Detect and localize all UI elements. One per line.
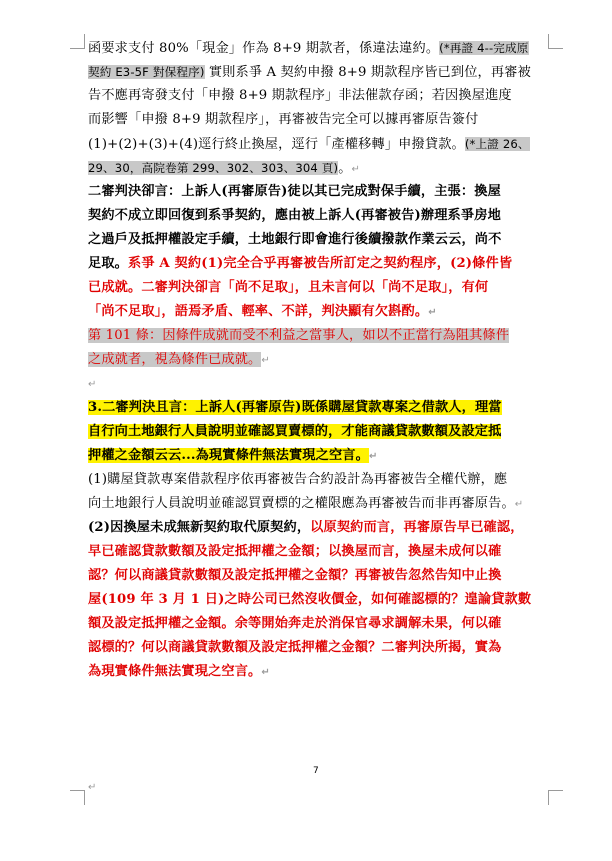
paragraph-mark: ↵ bbox=[261, 667, 270, 678]
text-run: (1)+(2)+(3)+(4)逕行終止換屋，逕行「產權移轉」申撥貸款。 bbox=[88, 137, 465, 152]
page-number: 7 bbox=[313, 766, 319, 776]
text-run-red: 認？何以商議貸款數額及設定抵押權之金額？再審被告忽然告知中止換 bbox=[88, 568, 502, 583]
text-line-22 bbox=[88, 564, 548, 588]
text-line-11 bbox=[88, 276, 548, 300]
margin-corner-bottom-right bbox=[548, 790, 563, 805]
text-line-21 bbox=[88, 540, 548, 564]
margin-corner-top-right bbox=[548, 34, 563, 49]
text-line-5 bbox=[88, 132, 548, 156]
text-run: 足取。 bbox=[88, 256, 129, 271]
text-run: 而影響「申撥 8+9 期款程序」，再審被告完全可以據再審原告簽付 bbox=[88, 112, 479, 127]
empty-line bbox=[88, 372, 548, 396]
paragraph-mark: ↵ bbox=[351, 164, 361, 175]
text-line-1 bbox=[88, 36, 548, 60]
text-line-12 bbox=[88, 300, 548, 324]
evidence-ref: 契約 E3-5F 對保程序) bbox=[88, 65, 205, 79]
text-line-19 bbox=[88, 492, 548, 516]
text-line-23 bbox=[88, 588, 548, 612]
text-line-8 bbox=[88, 204, 548, 228]
text-run: 告不應再寄發支付「申撥 8+9 期款程序」非法催款存函；若因換屋進度 bbox=[88, 88, 512, 103]
evidence-ref: 29、30，高院卷第 299、302、303、304 頁) bbox=[88, 161, 339, 175]
statute-quote: 第 101 條：因條件成就而受不利益之當事人，如以不正當行為阻其條件 bbox=[88, 328, 510, 343]
text-run-red: 以原契約而言，再審原告早已確認， bbox=[310, 520, 524, 535]
text-line-10 bbox=[88, 252, 548, 276]
text-line-15 bbox=[88, 396, 548, 420]
text-line-18 bbox=[88, 468, 548, 492]
text-line-3 bbox=[88, 84, 548, 108]
text-run-red: 額及設定抵押權之金額。余等開始奔走於消保官尋求調解未果，何以確 bbox=[88, 616, 502, 631]
text-line-17 bbox=[88, 444, 548, 468]
paragraph-mark: ↵ bbox=[514, 499, 524, 510]
text-run-red: 屋(109 年 3 月 1 日)之時公司已然沒收價金，如何確認標的？遑論貸款數 bbox=[88, 592, 532, 607]
text-line-25 bbox=[88, 636, 548, 660]
paragraph-mark: ↵ bbox=[368, 451, 378, 462]
text-run-red: 早已確認貸款數額及設定抵押權之金額；以換屋而言，換屋未成何以確 bbox=[88, 544, 502, 559]
text-run-red: 認標的？何以商議貸款數額及設定抵押權之金額？二審判決所揭，實為 bbox=[88, 640, 502, 655]
margin-corner-bottom-left bbox=[70, 790, 85, 805]
paragraph-mark: ↵ bbox=[88, 379, 97, 390]
text-line-6 bbox=[88, 156, 548, 180]
highlighted-run: 押權之金額云云...為現實條件無法實現之空言。 bbox=[88, 448, 369, 463]
text-line-4 bbox=[88, 108, 548, 132]
text-run: (2)因換屋未成無新契約取代原契約， bbox=[88, 520, 311, 535]
paragraph-mark: ↵ bbox=[428, 307, 437, 318]
text-run: 函要求支付 80%「現金」作為 8+9 期款者，係違法違約。 bbox=[88, 41, 440, 56]
text-run: 之過戶及抵押權設定手續，土地銀行即會進行後續撥款作業云云，尚不 bbox=[88, 232, 502, 247]
text-run: 實則系爭 A 契約申撥 8+9 期款程序皆已到位，再審被 bbox=[204, 65, 531, 80]
text-run: 。 bbox=[338, 161, 352, 176]
text-line-26 bbox=[88, 660, 548, 684]
text-run: 契約不成立即回復到系爭契約，應由被上訴人(再審被告)辦理系爭房地 bbox=[88, 208, 501, 223]
text-run: 二審判決卻言：上訴人(再審原告)徒以其已完成對保手續，主張：換屋 bbox=[88, 184, 501, 199]
text-line-14 bbox=[88, 348, 548, 372]
evidence-ref: (*再證 4--完成原 bbox=[439, 41, 529, 55]
text-line-7 bbox=[88, 180, 548, 204]
text-line-2 bbox=[88, 60, 548, 84]
highlighted-run: 3.二審判決且言：上訴人(再審原告)既係購屋貸款專案之借款人，理當 bbox=[88, 400, 502, 415]
paragraph-mark: ↵ bbox=[261, 355, 270, 366]
text-run: (1)購屋貸款專案借款程序依再審被告合約設計為再審被告全權代辦，應 bbox=[88, 472, 508, 487]
text-run: 向土地銀行人員說明並確認買賣標的之權限應為再審被告而非再審原告。 bbox=[88, 496, 515, 511]
text-line-13 bbox=[88, 324, 548, 348]
text-line-9 bbox=[88, 228, 548, 252]
text-run-red: 「尚不足取」，語焉矛盾、輕率、不詳，判決顯有欠斟酌。 bbox=[88, 304, 429, 319]
text-run-red: 系爭 A 契約(1)完全合乎再審被告所訂定之契約程序，(2)條件皆 bbox=[128, 256, 513, 271]
evidence-ref: (*上證 26、 bbox=[464, 137, 530, 151]
text-line-24 bbox=[88, 612, 548, 636]
statute-quote: 之成就者，視為條件已成就。 bbox=[88, 352, 262, 367]
text-run-red: 已成就。二審判決卻言「尚不足取」，且未言何以「尚不足取」，有何 bbox=[88, 280, 489, 295]
margin-corner-top-left bbox=[70, 34, 85, 49]
text-run-red: 為現實條件無法實現之空言。 bbox=[88, 664, 262, 679]
text-line-20 bbox=[88, 516, 548, 540]
highlighted-run: 自行向土地銀行人員說明並確認買賣標的，才能商議貸款數額及設定抵 bbox=[88, 424, 502, 439]
paragraph-mark: ↵ bbox=[88, 782, 97, 793]
text-line-16 bbox=[88, 420, 548, 444]
